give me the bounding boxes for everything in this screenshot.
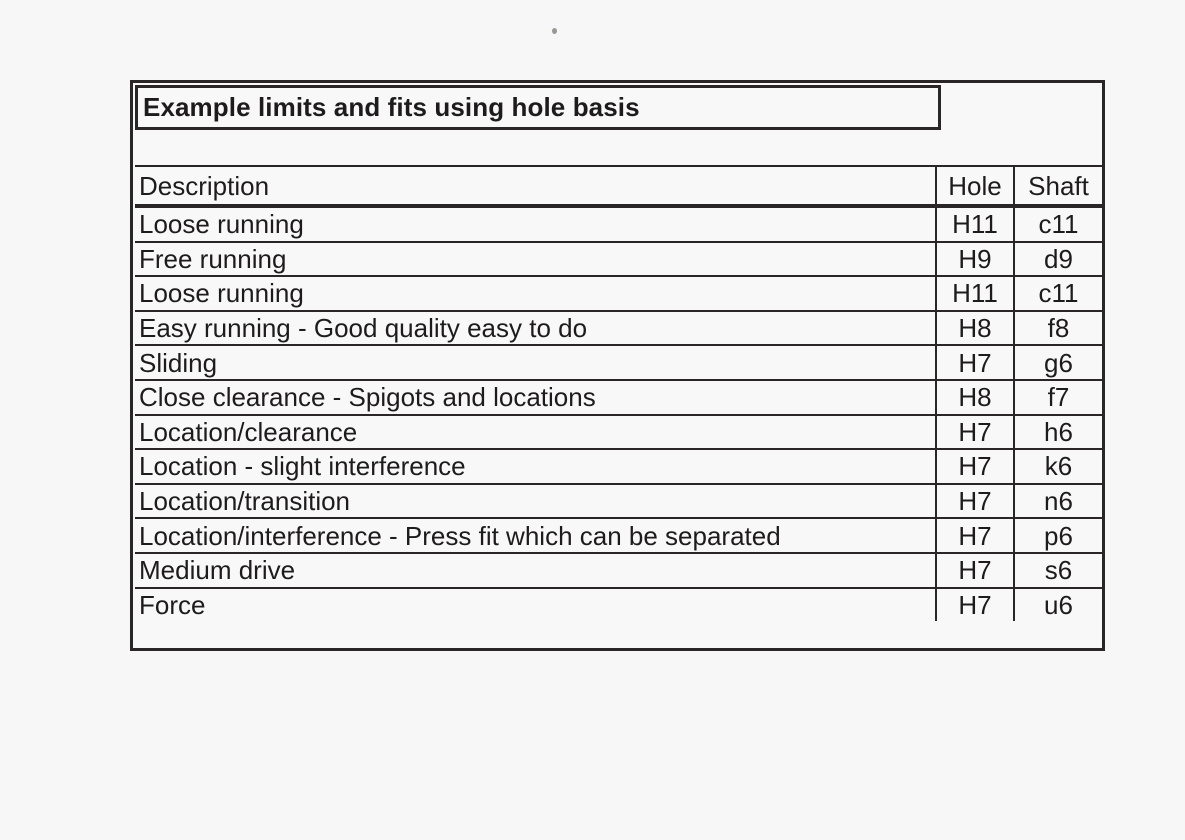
limits-fits-table [130, 80, 1105, 651]
row-hole: H7 [936, 484, 1014, 519]
row-description: Loose running [135, 276, 936, 311]
row-hole: H7 [936, 518, 1014, 553]
row-hole: H11 [936, 276, 1014, 311]
row-shaft: d9 [1014, 242, 1102, 277]
row-hole: H7 [936, 345, 1014, 380]
row-description: Free running [135, 242, 936, 277]
row-hole: H11 [936, 206, 1014, 242]
table-row [135, 345, 1102, 380]
row-shaft: f8 [1014, 311, 1102, 346]
row-description: Medium drive [135, 553, 936, 588]
row-hole: H7 [936, 415, 1014, 450]
row-description: Loose running [135, 206, 936, 242]
header-description: Description [135, 166, 936, 206]
row-shaft: g6 [1014, 345, 1102, 380]
row-description: Easy running - Good quality easy to do [135, 311, 936, 346]
row-hole: H8 [936, 311, 1014, 346]
row-shaft: k6 [1014, 449, 1102, 484]
table-row [135, 553, 1102, 588]
table-title: Example limits and fits using hole basis [135, 85, 941, 130]
row-hole: H7 [936, 553, 1014, 588]
row-hole: H7 [936, 588, 1014, 622]
row-shaft: n6 [1014, 484, 1102, 519]
row-shaft: u6 [1014, 588, 1102, 622]
row-description: Force [135, 588, 936, 622]
header-shaft: Shaft [1014, 166, 1102, 206]
row-shaft: s6 [1014, 553, 1102, 588]
header-row [135, 166, 1102, 206]
row-hole: H9 [936, 242, 1014, 277]
table-row [135, 276, 1102, 311]
row-description: Location/transition [135, 484, 936, 519]
row-shaft: p6 [1014, 518, 1102, 553]
row-hole: H7 [936, 449, 1014, 484]
table-row [135, 242, 1102, 277]
header-hole: Hole [936, 166, 1014, 206]
row-hole: H8 [936, 380, 1014, 415]
table-row [135, 311, 1102, 346]
row-description: Close clearance - Spigots and locations [135, 380, 936, 415]
row-shaft: h6 [1014, 415, 1102, 450]
row-description: Location - slight interference [135, 449, 936, 484]
table-row [135, 484, 1102, 519]
table-row [135, 380, 1102, 415]
row-description: Location/interference - Press fit which can be separated [135, 518, 936, 553]
paper-speck [552, 28, 557, 34]
row-description: Sliding [135, 345, 936, 380]
row-shaft: c11 [1014, 206, 1102, 242]
table-row [135, 449, 1102, 484]
table-row [135, 588, 1102, 622]
row-shaft: c11 [1014, 276, 1102, 311]
fits-grid [135, 165, 1102, 621]
row-description: Location/clearance [135, 415, 936, 450]
table-row [135, 415, 1102, 450]
table-row [135, 518, 1102, 553]
row-shaft: f7 [1014, 380, 1102, 415]
table-row [135, 206, 1102, 242]
